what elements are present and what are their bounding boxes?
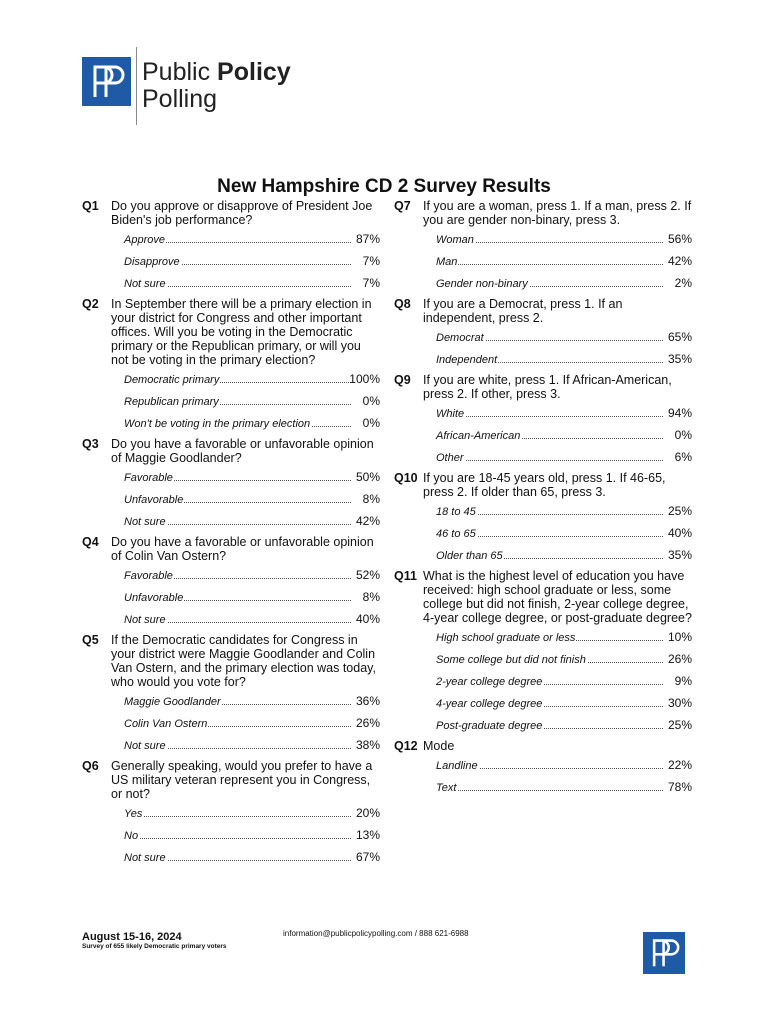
brand-name bbox=[142, 59, 291, 113]
question-q6 bbox=[82, 759, 380, 868]
answer-row bbox=[124, 250, 380, 272]
answer-value: 40% bbox=[667, 526, 692, 540]
answer-list bbox=[394, 402, 692, 468]
question-q7 bbox=[394, 199, 692, 294]
answer-row bbox=[436, 522, 692, 544]
answer-row bbox=[124, 824, 380, 846]
answer-value: 36% bbox=[355, 694, 380, 708]
answer-label: Independent bbox=[436, 354, 498, 366]
answer-row bbox=[436, 446, 692, 468]
answer-label: No bbox=[124, 830, 139, 842]
question-number: Q3 bbox=[82, 437, 99, 451]
answer-label: Man bbox=[436, 256, 458, 268]
question-text: Generally speaking, would you prefer to have a US military veteran represent you in Congress, or not? bbox=[111, 759, 373, 801]
answer-list bbox=[394, 626, 692, 736]
question-text: If the Democratic candidates for Congress in your district were Maggie Goodlander and Colin Van Ostern, and the primary election was today, who would you vote for? bbox=[111, 633, 376, 689]
question-text: If you are a woman, press 1. If a man, press 2. If you are gender non-binary, press 3. bbox=[423, 199, 692, 227]
answer-list bbox=[82, 690, 380, 756]
ppp-logo-icon bbox=[643, 932, 685, 974]
answer-row bbox=[124, 368, 380, 390]
answer-label: Favorable bbox=[124, 570, 173, 582]
question-number: Q12 bbox=[394, 739, 418, 753]
dot-leader bbox=[436, 416, 663, 417]
brand-name-light: Public bbox=[142, 58, 218, 86]
answer-value: 50% bbox=[355, 470, 380, 484]
answer-value: 42% bbox=[667, 254, 692, 268]
answer-row bbox=[436, 500, 692, 522]
answer-value: 30% bbox=[667, 696, 692, 710]
answer-value: 94% bbox=[667, 406, 692, 420]
question-number: Q1 bbox=[82, 199, 99, 213]
answer-label: Not sure bbox=[124, 614, 166, 626]
answer-label: Colin Van Ostern bbox=[124, 718, 208, 730]
answer-row bbox=[124, 510, 380, 532]
answer-label: Not sure bbox=[124, 278, 166, 290]
answer-list bbox=[82, 466, 380, 532]
question-number: Q11 bbox=[394, 569, 417, 583]
answer-label: Post-graduate degree bbox=[436, 720, 543, 732]
answer-row bbox=[124, 712, 380, 734]
question-q12 bbox=[394, 739, 692, 798]
question-q9 bbox=[394, 373, 692, 468]
answer-label: White bbox=[436, 408, 465, 420]
answer-row bbox=[124, 466, 380, 488]
question-number: Q2 bbox=[82, 297, 99, 311]
page-title: New Hampshire CD 2 Survey Results bbox=[217, 176, 551, 197]
answer-row bbox=[124, 228, 380, 250]
answer-row bbox=[436, 348, 692, 370]
answer-value: 42% bbox=[355, 514, 380, 528]
answer-label: High school graduate or less bbox=[436, 632, 576, 644]
question-q1 bbox=[82, 199, 380, 294]
answer-row bbox=[436, 714, 692, 736]
answer-value: 52% bbox=[355, 568, 380, 582]
answer-label: Landline bbox=[436, 760, 478, 772]
answer-list bbox=[394, 228, 692, 294]
answer-label: Gender non-binary bbox=[436, 278, 528, 290]
answer-value: 35% bbox=[667, 352, 692, 366]
question-number: Q7 bbox=[394, 199, 411, 213]
dot-leader bbox=[124, 838, 351, 839]
survey-description: Survey of 655 likely Democratic primary voters bbox=[82, 943, 227, 950]
answer-row bbox=[436, 692, 692, 714]
question-number: Q6 bbox=[82, 759, 99, 773]
answer-value: 40% bbox=[355, 612, 380, 626]
answer-label: Unfavorable bbox=[124, 494, 184, 506]
question-text: If you are white, press 1. If African-American, press 2. If other, press 3. bbox=[423, 373, 672, 401]
answer-row bbox=[124, 272, 380, 294]
brand-name-line2: Polling bbox=[142, 85, 218, 113]
question-number: Q5 bbox=[82, 633, 99, 647]
answer-value: 22% bbox=[667, 758, 692, 772]
answer-list bbox=[82, 228, 380, 294]
answer-row bbox=[436, 402, 692, 424]
answer-label: Some college but did not finish bbox=[436, 654, 586, 666]
survey-date: August 15-16, 2024 bbox=[82, 931, 182, 943]
answer-list bbox=[82, 564, 380, 630]
left-column bbox=[82, 199, 380, 868]
question-q4 bbox=[82, 535, 380, 630]
answer-value: 65% bbox=[667, 330, 692, 344]
answer-value: 13% bbox=[355, 828, 380, 842]
answer-label: Other bbox=[436, 452, 464, 464]
answer-value: 26% bbox=[667, 652, 692, 666]
answer-value: 20% bbox=[355, 806, 380, 820]
answer-value: 38% bbox=[355, 738, 380, 752]
answer-row bbox=[124, 586, 380, 608]
answer-label: Text bbox=[436, 782, 457, 794]
answer-row bbox=[436, 272, 692, 294]
ppp-logo-icon bbox=[82, 57, 131, 106]
answer-label: African-American bbox=[436, 430, 521, 442]
answer-label: Approve bbox=[124, 234, 165, 246]
answer-value: 10% bbox=[667, 630, 692, 644]
question-text: Do you have a favorable or unfavorable opinion of Colin Van Ostern? bbox=[111, 535, 374, 563]
answer-row bbox=[124, 802, 380, 824]
answer-row bbox=[124, 846, 380, 868]
answer-value: 2% bbox=[674, 276, 692, 290]
question-text: Do you have a favorable or unfavorable opinion of Maggie Goodlander? bbox=[111, 437, 374, 465]
answer-label: Yes bbox=[124, 808, 143, 820]
answer-row bbox=[124, 488, 380, 510]
answer-list bbox=[82, 802, 380, 868]
answer-label: Disapprove bbox=[124, 256, 180, 268]
answer-value: 35% bbox=[667, 548, 692, 562]
answer-row bbox=[436, 424, 692, 446]
answer-value: 0% bbox=[362, 394, 380, 408]
brand-name-bold: Policy bbox=[217, 58, 291, 86]
answer-value: 8% bbox=[362, 492, 380, 506]
answer-value: 100% bbox=[349, 372, 380, 386]
question-text: In September there will be a primary election in your district for Congress and other important offices. Will you be voting in the Democratic primary or the Republican primary, or will you not be voting in the primary election? bbox=[111, 297, 372, 367]
question-q3 bbox=[82, 437, 380, 532]
question-q8 bbox=[394, 297, 692, 370]
question-q5 bbox=[82, 633, 380, 756]
answer-value: 87% bbox=[355, 232, 380, 246]
answer-value: 7% bbox=[362, 276, 380, 290]
question-q2 bbox=[82, 297, 380, 434]
answer-list bbox=[394, 754, 692, 798]
question-text: If you are a Democrat, press 1. If an independent, press 2. bbox=[423, 297, 623, 325]
answer-row bbox=[436, 626, 692, 648]
answer-value: 56% bbox=[667, 232, 692, 246]
answer-label: 46 to 65 bbox=[436, 528, 476, 540]
answer-label: Not sure bbox=[124, 852, 166, 864]
answer-row bbox=[436, 670, 692, 692]
contact-info: information@publicpolicypolling.com / 888 621-6988 bbox=[283, 929, 469, 938]
right-column bbox=[394, 199, 692, 798]
answer-value: 25% bbox=[667, 504, 692, 518]
answer-label: Won't be voting in the primary election bbox=[124, 418, 311, 430]
logo-divider bbox=[136, 47, 137, 125]
question-number: Q4 bbox=[82, 535, 99, 549]
question-text: Mode bbox=[423, 739, 455, 753]
answer-label: Woman bbox=[436, 234, 474, 246]
answer-label: Democrat bbox=[436, 332, 484, 344]
answer-label: Democratic primary bbox=[124, 374, 220, 386]
answer-label: Not sure bbox=[124, 740, 166, 752]
answer-row bbox=[436, 754, 692, 776]
answer-value: 25% bbox=[667, 718, 692, 732]
question-number: Q9 bbox=[394, 373, 411, 387]
dot-leader bbox=[436, 264, 663, 265]
answer-row bbox=[436, 250, 692, 272]
answer-list bbox=[394, 326, 692, 370]
dot-leader bbox=[436, 460, 663, 461]
answer-row bbox=[124, 564, 380, 586]
answer-row bbox=[124, 608, 380, 630]
question-q11 bbox=[394, 569, 692, 736]
answer-row bbox=[124, 412, 380, 434]
dot-leader bbox=[436, 790, 663, 791]
question-q10 bbox=[394, 471, 692, 566]
answer-label: Older than 65 bbox=[436, 550, 503, 562]
answer-value: 0% bbox=[674, 428, 692, 442]
answer-row bbox=[124, 390, 380, 412]
question-text: What is the highest level of education you have received: high school graduate or less, some college but did not finish, 2-year college degree, 4-year college degree, or post-graduate degree? bbox=[423, 569, 692, 625]
answer-list bbox=[82, 368, 380, 434]
question-number: Q8 bbox=[394, 297, 411, 311]
question-text: Do you approve or disapprove of President Joe Biden's job performance? bbox=[111, 199, 373, 227]
answer-row bbox=[436, 648, 692, 670]
answer-row bbox=[436, 544, 692, 566]
answer-value: 26% bbox=[355, 716, 380, 730]
answer-value: 67% bbox=[355, 850, 380, 864]
answer-row bbox=[124, 734, 380, 756]
answer-row bbox=[436, 228, 692, 250]
answer-label: Favorable bbox=[124, 472, 173, 484]
answer-label: Not sure bbox=[124, 516, 166, 528]
answer-value: 0% bbox=[362, 416, 380, 430]
answer-value: 9% bbox=[674, 674, 692, 688]
answer-label: 4-year college degree bbox=[436, 698, 543, 710]
answer-label: Maggie Goodlander bbox=[124, 696, 221, 708]
answer-label: 18 to 45 bbox=[436, 506, 476, 518]
answer-value: 8% bbox=[362, 590, 380, 604]
answer-value: 7% bbox=[362, 254, 380, 268]
answer-row bbox=[436, 326, 692, 348]
answer-value: 78% bbox=[667, 780, 692, 794]
answer-row bbox=[124, 690, 380, 712]
answer-label: 2-year college degree bbox=[436, 676, 543, 688]
dot-leader bbox=[124, 816, 351, 817]
answer-label: Republican primary bbox=[124, 396, 219, 408]
answer-list bbox=[394, 500, 692, 566]
question-text: If you are 18-45 years old, press 1. If 46-65, press 2. If older than 65, press 3. bbox=[423, 471, 666, 499]
answer-row bbox=[436, 776, 692, 798]
answer-value: 6% bbox=[674, 450, 692, 464]
question-number: Q10 bbox=[394, 471, 418, 485]
answer-label: Unfavorable bbox=[124, 592, 184, 604]
